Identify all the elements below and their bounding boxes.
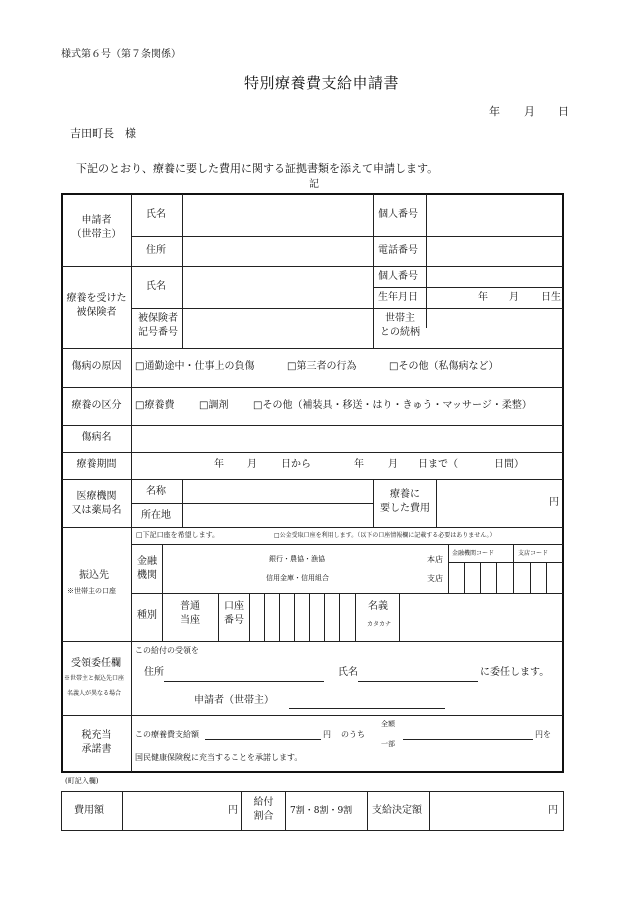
tax-yen-1: 円 [323,730,331,739]
insured-personal-no-label: 個人番号 [378,271,418,282]
birth-year: 年 [478,292,488,303]
delegation-label: 受領委任欄 [71,658,121,669]
office-decided-label: 支給決定額 [372,805,422,816]
tax-amount-field[interactable] [205,739,321,740]
period-to-year: 年 [354,459,364,470]
office-use-label: (町記入欄) [65,777,99,785]
tax-part-amount-field[interactable] [403,739,533,740]
office-ratio-label: 給付 割合 [253,797,274,822]
office-cost-unit: 円 [228,805,238,816]
cause-third-party-checkbox[interactable]: □第三者の行為 [287,361,357,372]
date-year: 年 [489,105,500,118]
institution-cost-unit: 円 [549,497,559,508]
cause-label: 傷病の原因 [71,361,122,372]
account-type-options[interactable]: 普通 当座 [180,601,200,626]
main-form-frame [61,193,564,773]
delegation-name-field[interactable] [358,681,478,682]
category-label: 療養の区分 [71,400,122,411]
insured-birth-label: 生年月日 [378,292,418,303]
transfer-note: ※世帯主の口座 [67,587,116,595]
delegation-address-label: 住所 [144,667,164,678]
ki-label: 記 [309,179,319,190]
delegation-note-2: 名義人が異なる場合 [67,690,122,697]
delegation-note-1: ※世帯主と振込先口座 [64,675,125,682]
transfer-label: 振込先 [79,570,109,581]
period-days: 日間） [494,459,524,470]
period-from-month: 月 [247,459,257,470]
transfer-below-checkbox[interactable]: □下記口座を希望します。 [136,531,220,539]
institution-location-label: 所在地 [141,510,171,521]
branch-label: 支店 [427,574,443,583]
category-other-checkbox[interactable]: □その他（補装具・移送・はり・きゅう・マッサージ・柔整） [253,400,532,411]
applicant-phone-label: 電話番号 [378,245,418,256]
delegation-applicant-field[interactable] [289,708,445,709]
delegation-applicant-label: 申請者（世帯主） [194,695,274,706]
tax-text-2: 国民健康保険税に充当することを承諾します。 [135,753,303,762]
delegation-name-label: 氏名 [338,667,358,678]
disease-label: 傷病名 [81,432,112,443]
holder-kana-label: カタカナ [367,621,392,628]
branch-code-label: 支店コード [518,550,549,557]
period-to-month: 月 [388,459,398,470]
applicant-label: 申請者 （世帯主） [71,215,122,240]
cause-work-checkbox[interactable]: □通勤途中・仕事上の負傷 [135,361,255,372]
date-day: 日 [558,105,569,118]
institution-name-label: 名称 [146,486,166,497]
account-number-label: 口座 番号 [224,601,244,626]
tax-yen-2: 円を [535,730,551,739]
recipient: 吉田町長 様 [70,127,136,140]
date-month: 月 [524,105,535,118]
insured-label: 療養を受けた 被保険者 [66,293,127,318]
account-type-label: 種別 [137,610,157,621]
period-to-day: 日まで（ [418,459,458,470]
insured-name-label: 氏名 [146,281,166,292]
category-chozai-checkbox[interactable]: □調剤 [199,400,229,411]
main-branch-label: 本店 [427,555,443,564]
office-cost-label: 費用額 [74,805,104,816]
delegation-delegate-text: に委任します。 [480,667,550,678]
bank-code-label: 金融機関コード [452,550,495,557]
applicant-personal-no-label: 個人番号 [378,209,418,220]
institution-label: 医療機関 又は薬局名 [71,491,122,516]
office-ratio-options[interactable]: 7割・8割・9割 [290,806,353,816]
insured-card-label: 被保険者 記号番号 [138,313,178,338]
period-from-year: 年 [214,459,224,470]
form-title: 特別療養費支給申請書 [244,74,400,92]
tax-full-option[interactable]: 全額 [381,720,395,728]
period-label: 療養期間 [76,459,117,470]
institution-cost-label: 療養に 要した費用 [380,489,430,514]
intro-text: 下記のとおり、療養に要した費用に関する証拠書類を添えて申請します。 [76,162,439,175]
tax-part-option[interactable]: 一部 [381,740,395,748]
applicant-name-label: 氏名 [146,209,166,220]
office-decided-unit: 円 [548,805,558,816]
bank-types-2: 信用金庫・信用組合 [266,574,329,582]
tax-text-1: この療養費支給額 [135,730,199,739]
birth-month: 月 [509,292,519,303]
birth-day: 日生 [541,292,561,303]
insured-relation-label: 世帯主 との続柄 [380,313,420,338]
delegation-line1: この給付の受領を [135,646,199,655]
tax-label: 税充当 承諾書 [81,730,112,755]
delegation-address-field[interactable] [164,681,324,682]
applicant-address-label: 住所 [146,245,166,256]
bank-label: 金融 機関 [137,556,157,581]
period-from-day: 日から [281,459,311,470]
form-number: 様式第６号（第７条関係） [61,49,181,60]
holder-label: 名義 [368,601,388,612]
bank-types-1: 銀行・農協・漁協 [269,555,325,563]
tax-of-which: のうち [341,730,365,739]
cause-other-checkbox[interactable]: □その他（私傷病など） [389,361,499,372]
transfer-public-checkbox[interactable]: □公金受取口座を利用します。（以下の口座情報欄に記載する必要はありません。） [274,532,496,539]
category-ryoyohi-checkbox[interactable]: □療養費 [135,400,175,411]
